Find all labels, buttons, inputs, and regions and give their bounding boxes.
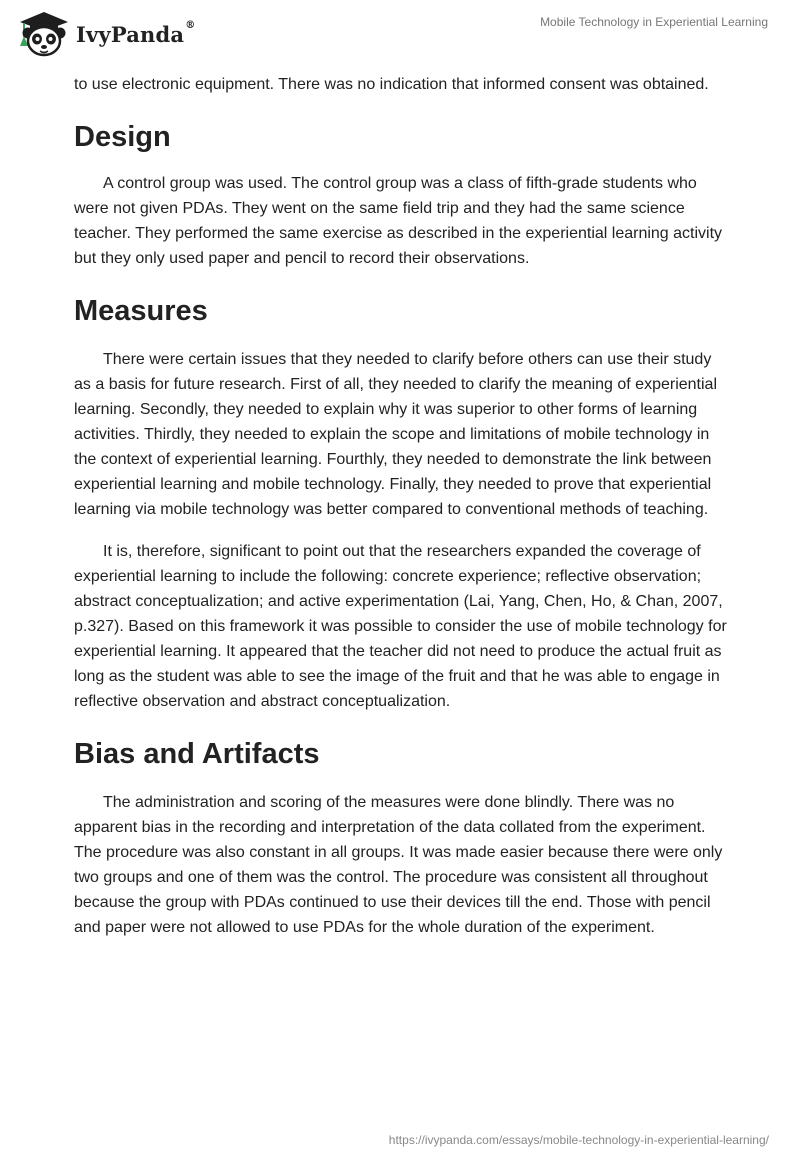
page-header — [0, 0, 800, 70]
registered-mark: ® — [185, 19, 196, 31]
section-heading-measures: Measures — [74, 295, 208, 327]
paragraph: A control group was used. The control group was a class of fifth-grade students who were not given PDAs. They went on the same field trip and they had the same science teacher. They performed the same exercise as described in the experiential learning activity but they only used paper and pencil to record their observations. — [74, 175, 723, 267]
panda-graduate-icon — [14, 8, 70, 58]
intro-paragraph: to use electronic equipment. There was no indication that informed consent was obtained. — [74, 76, 709, 93]
brand-logo[interactable] — [14, 8, 195, 58]
source-url[interactable]: https://ivypanda.com/essays/mobile-technology-in-experiential-learning/ — [388, 1133, 769, 1147]
paragraph: The administration and scoring of the measures were done blindly. There was no apparent bias in the recording and interpretation of the data collated from the experiment. The procedure was also constant in all groups. It was made easier because there were only two groups and one of them was the control. The procedure was consistent all throughout because the group with PDAs continued to use their devices till the end. Those with pencil and paper were not allowed to use PDAs for the whole duration of the experiment. — [74, 794, 723, 936]
section-heading-bias-and-artifacts: Bias and Artifacts — [74, 738, 320, 770]
brand-name: IvyPanda® — [76, 19, 196, 47]
paragraph: It is, therefore, significant to point out that the researchers expanded the coverage of experiential learning to include the following: concrete experience; reflective observation; abstract conceptualization; and active experimentation (Lai, Yang, Chen, Ho, & Chan, 2007, p.327). Based on this framework it was possible to consider the use of mobile technology for experiential learning. It appeared that the teacher did not need to produce the actual fruit as long as the student was able to see the image of the fruit and that he was able to engage in reflective observation and abstract conceptualization. — [74, 543, 727, 710]
essay-content — [74, 72, 730, 940]
section-heading-design: Design — [74, 121, 171, 153]
paragraph: There were certain issues that they needed to clarify before others can use their study as a basis for future research. First of all, they needed to clarify the meaning of experiential learning. Secondly, they needed to explain why it was superior to other forms of learning activities. Thirdly, they needed to explain the scope and limitations of mobile technology in the context of experiential learning. Fourthly, they needed to demonstrate the link between experiential learning and mobile technology. Finally, they needed to prove that experiential learning via mobile technology was better compared to conventional methods of teaching. — [74, 351, 717, 518]
running-title: Mobile Technology in Experiential Learning — [540, 15, 768, 29]
